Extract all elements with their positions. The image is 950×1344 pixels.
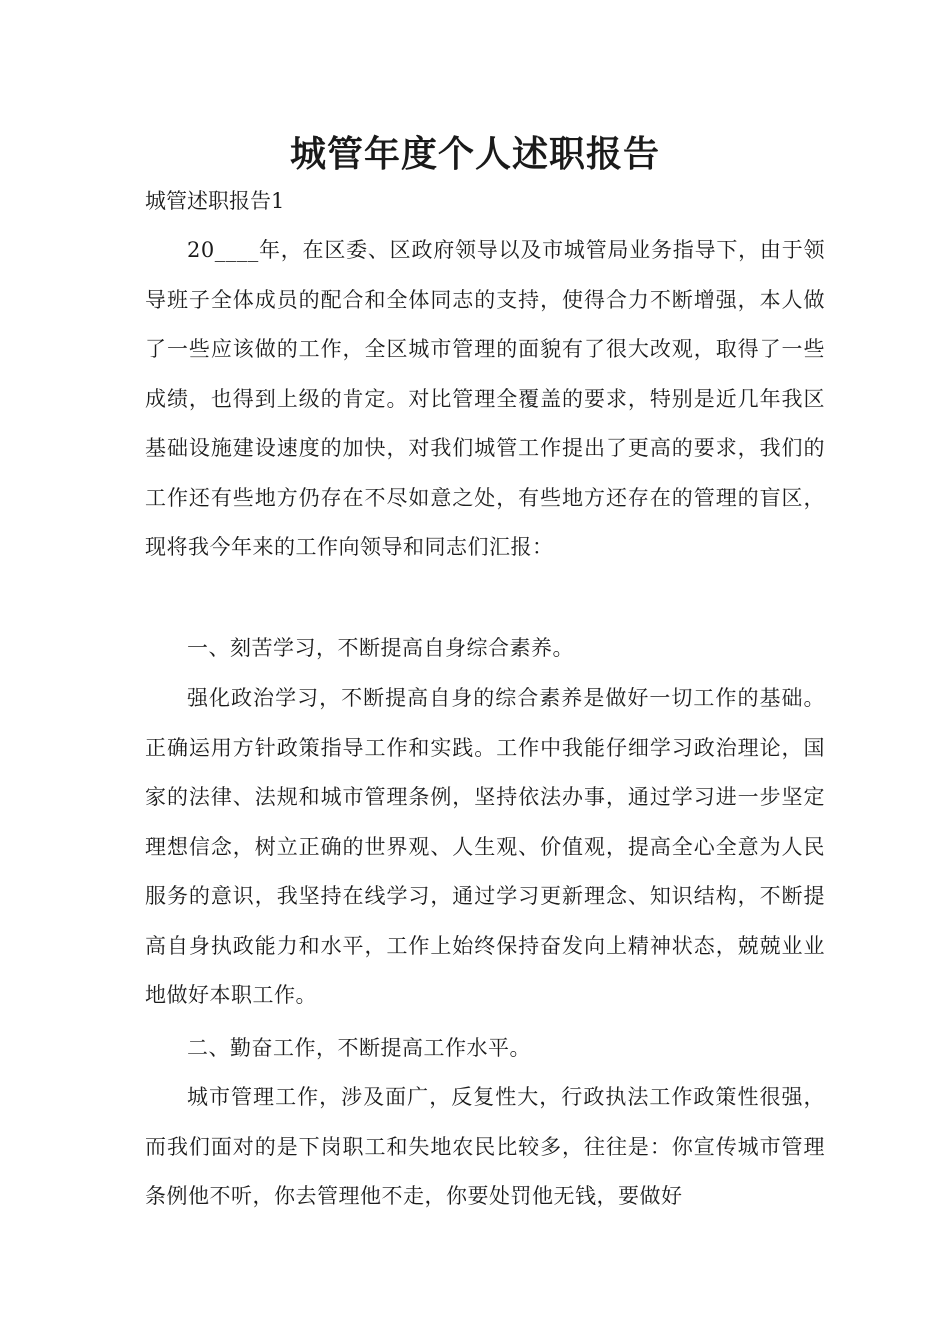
paragraph-work: 城市管理工作，涉及面广，反复性大，行政执法工作政策性很强，而我们面对的是下岗职工和失地农民比较多，往往是：你宣传城市管理条例他不听，你去管理他不走，你要处罚他无钱，要做好	[145, 1085, 825, 1208]
document-title: 城管年度个人述职报告	[289, 133, 660, 175]
paragraph-study: 强化政治学习，不断提高自身的综合素养是做好一切工作的基础。正确运用方针政策指导工作和实践。工作中我能仔细学习政治理论，国家的法律、法规和城市管理条例，坚持依法办事，通过学习进一步坚定理想信念，树立正确的世界观、人生观、价值观，提高全心全意为人民服务的意识，我坚持在线学习，通过学习更新理念、知识结构，不断提高自身执政能力和水平，工作上始终保持奋发向上精神状态，兢兢业业地做好本职工作。	[145, 686, 825, 1007]
section-heading-2: 二、勤奋工作，不断提高工作水平。	[187, 1036, 531, 1060]
section-heading-1: 一、刻苦学习，不断提高自身综合素养。	[187, 636, 574, 660]
document-subtitle: 城管述职报告1	[145, 189, 285, 213]
paragraph-intro: 20____年，在区委、区政府领导以及市城管局业务指导下，由于领导班子全体成员的配合和全体同志的支持，使得合力不断增强，本人做了一些应该做的工作，全区城市管理的面貌有了很大改观，取得了一些成绩，也得到上级的肯定。对比管理全覆盖的要求，特别是近几年我区基础设施建设速度的加快，对我们城管工作提出了更高的要求，我们的工作还有些地方仍存在不尽如意之处，有些地方还存在的管理的盲区，现将我今年来的工作向领导和同志们汇报：	[145, 238, 825, 559]
